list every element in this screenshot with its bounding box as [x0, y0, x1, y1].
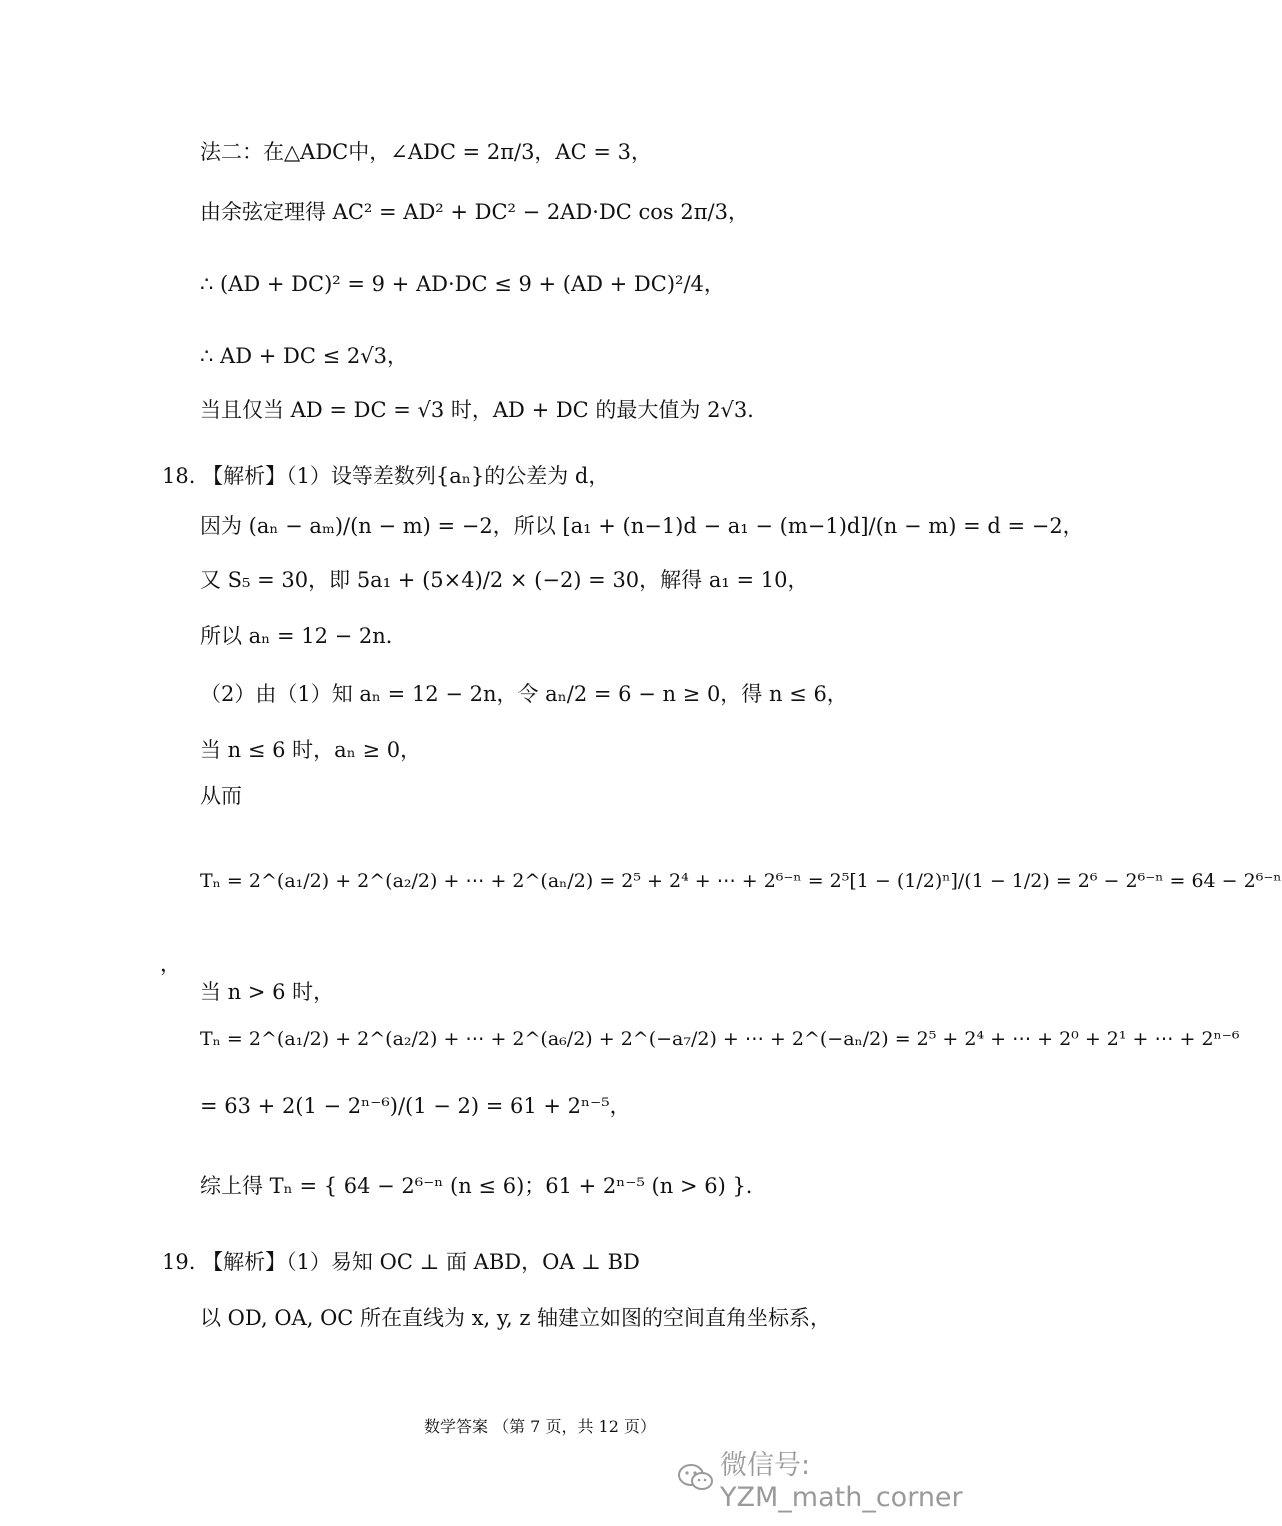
q18-thus: 从而	[200, 784, 242, 808]
q18-part2: （2）由（1）知 aₙ = 12 − 2n，令 aₙ/2 = 6 − n ≥ 0，得 n ≤ 6，	[200, 682, 848, 706]
q18-case1-cond: 当 n ≤ 6 时，aₙ ≥ 0，	[200, 738, 422, 762]
wechat-icon	[676, 1461, 716, 1495]
wechat-watermark	[676, 1450, 1056, 1513]
q18-header: 18. 【解析】（1）设等差数列{aₙ}的公差为 d，	[162, 464, 610, 488]
q18-comma: ，	[160, 952, 181, 976]
q18-tn-case2-sum: = 63 + 2(1 − 2ⁿ⁻⁶)/(1 − 2) = 61 + 2ⁿ⁻⁵，	[200, 1094, 631, 1118]
q18-case2-cond: 当 n > 6 时，	[200, 980, 335, 1004]
q18-tn-case2: Tₙ = 2^(a₁/2) + 2^(a₂/2) + ⋯ + 2^(a₆/2) + 2^(−a₇/2) + ⋯ + 2^(−aₙ/2) = 2⁵ + 2⁴ + ⋯ + 2⁰ + 2¹ + ⋯ + 2ⁿ⁻⁶	[200, 1028, 1240, 1050]
q18-conclusion: 综上得 Tₙ = { 64 − 2⁶⁻ⁿ (n ≤ 6)；61 + 2ⁿ⁻⁵ (n > 6) }.	[200, 1174, 753, 1198]
q18-difference: 因为 (aₙ − aₘ)/(n − m) = −2，所以 [a₁ + (n−1)d − a₁ − (m−1)d]/(n − m) = d = −2，	[200, 514, 1084, 538]
q19-header: 19. 【解析】（1）易知 OC ⊥ 面 ABD，OA ⊥ BD	[162, 1250, 640, 1274]
cosine-law: 由余弦定理得 AC² = AD² + DC² − 2AD·DC cos 2π/3，	[200, 200, 749, 224]
q19-coords: 以 OD, OA, OC 所在直线为 x, y, z 轴建立如图的空间直角坐标系，	[200, 1306, 832, 1330]
q18-s5: 又 S₅ = 30，即 5a₁ + (5×4)/2 × (−2) = 30，解得 a₁ = 10，	[200, 568, 809, 592]
watermark-text: 微信号: YZM_math_corner	[720, 1450, 963, 1513]
method2-intro: 法二：在△ADC中，∠ADC = 2π/3，AC = 3，	[200, 140, 652, 164]
sum-bound: ∴ AD + DC ≤ 2√3，	[200, 344, 408, 368]
page-footer: 数学答案 （第 7 页，共 12 页）	[424, 1417, 656, 1436]
equality-case: 当且仅当 AD = DC = √3 时，AD + DC 的最大值为 2√3．	[200, 398, 769, 422]
inequality-step: ∴ (AD + DC)² = 9 + AD·DC ≤ 9 + (AD + DC)²/4，	[200, 272, 725, 296]
q18-an: 所以 aₙ = 12 − 2n．	[200, 624, 407, 648]
q18-tn-case1: Tₙ = 2^(a₁/2) + 2^(a₂/2) + ⋯ + 2^(aₙ/2) = 2⁵ + 2⁴ + ⋯ + 2⁶⁻ⁿ = 2⁵[1 − (1/2)ⁿ]/(1 − 1/2) = 2⁶ − 2⁶⁻ⁿ = 64 − 2⁶⁻ⁿ	[200, 870, 1282, 892]
